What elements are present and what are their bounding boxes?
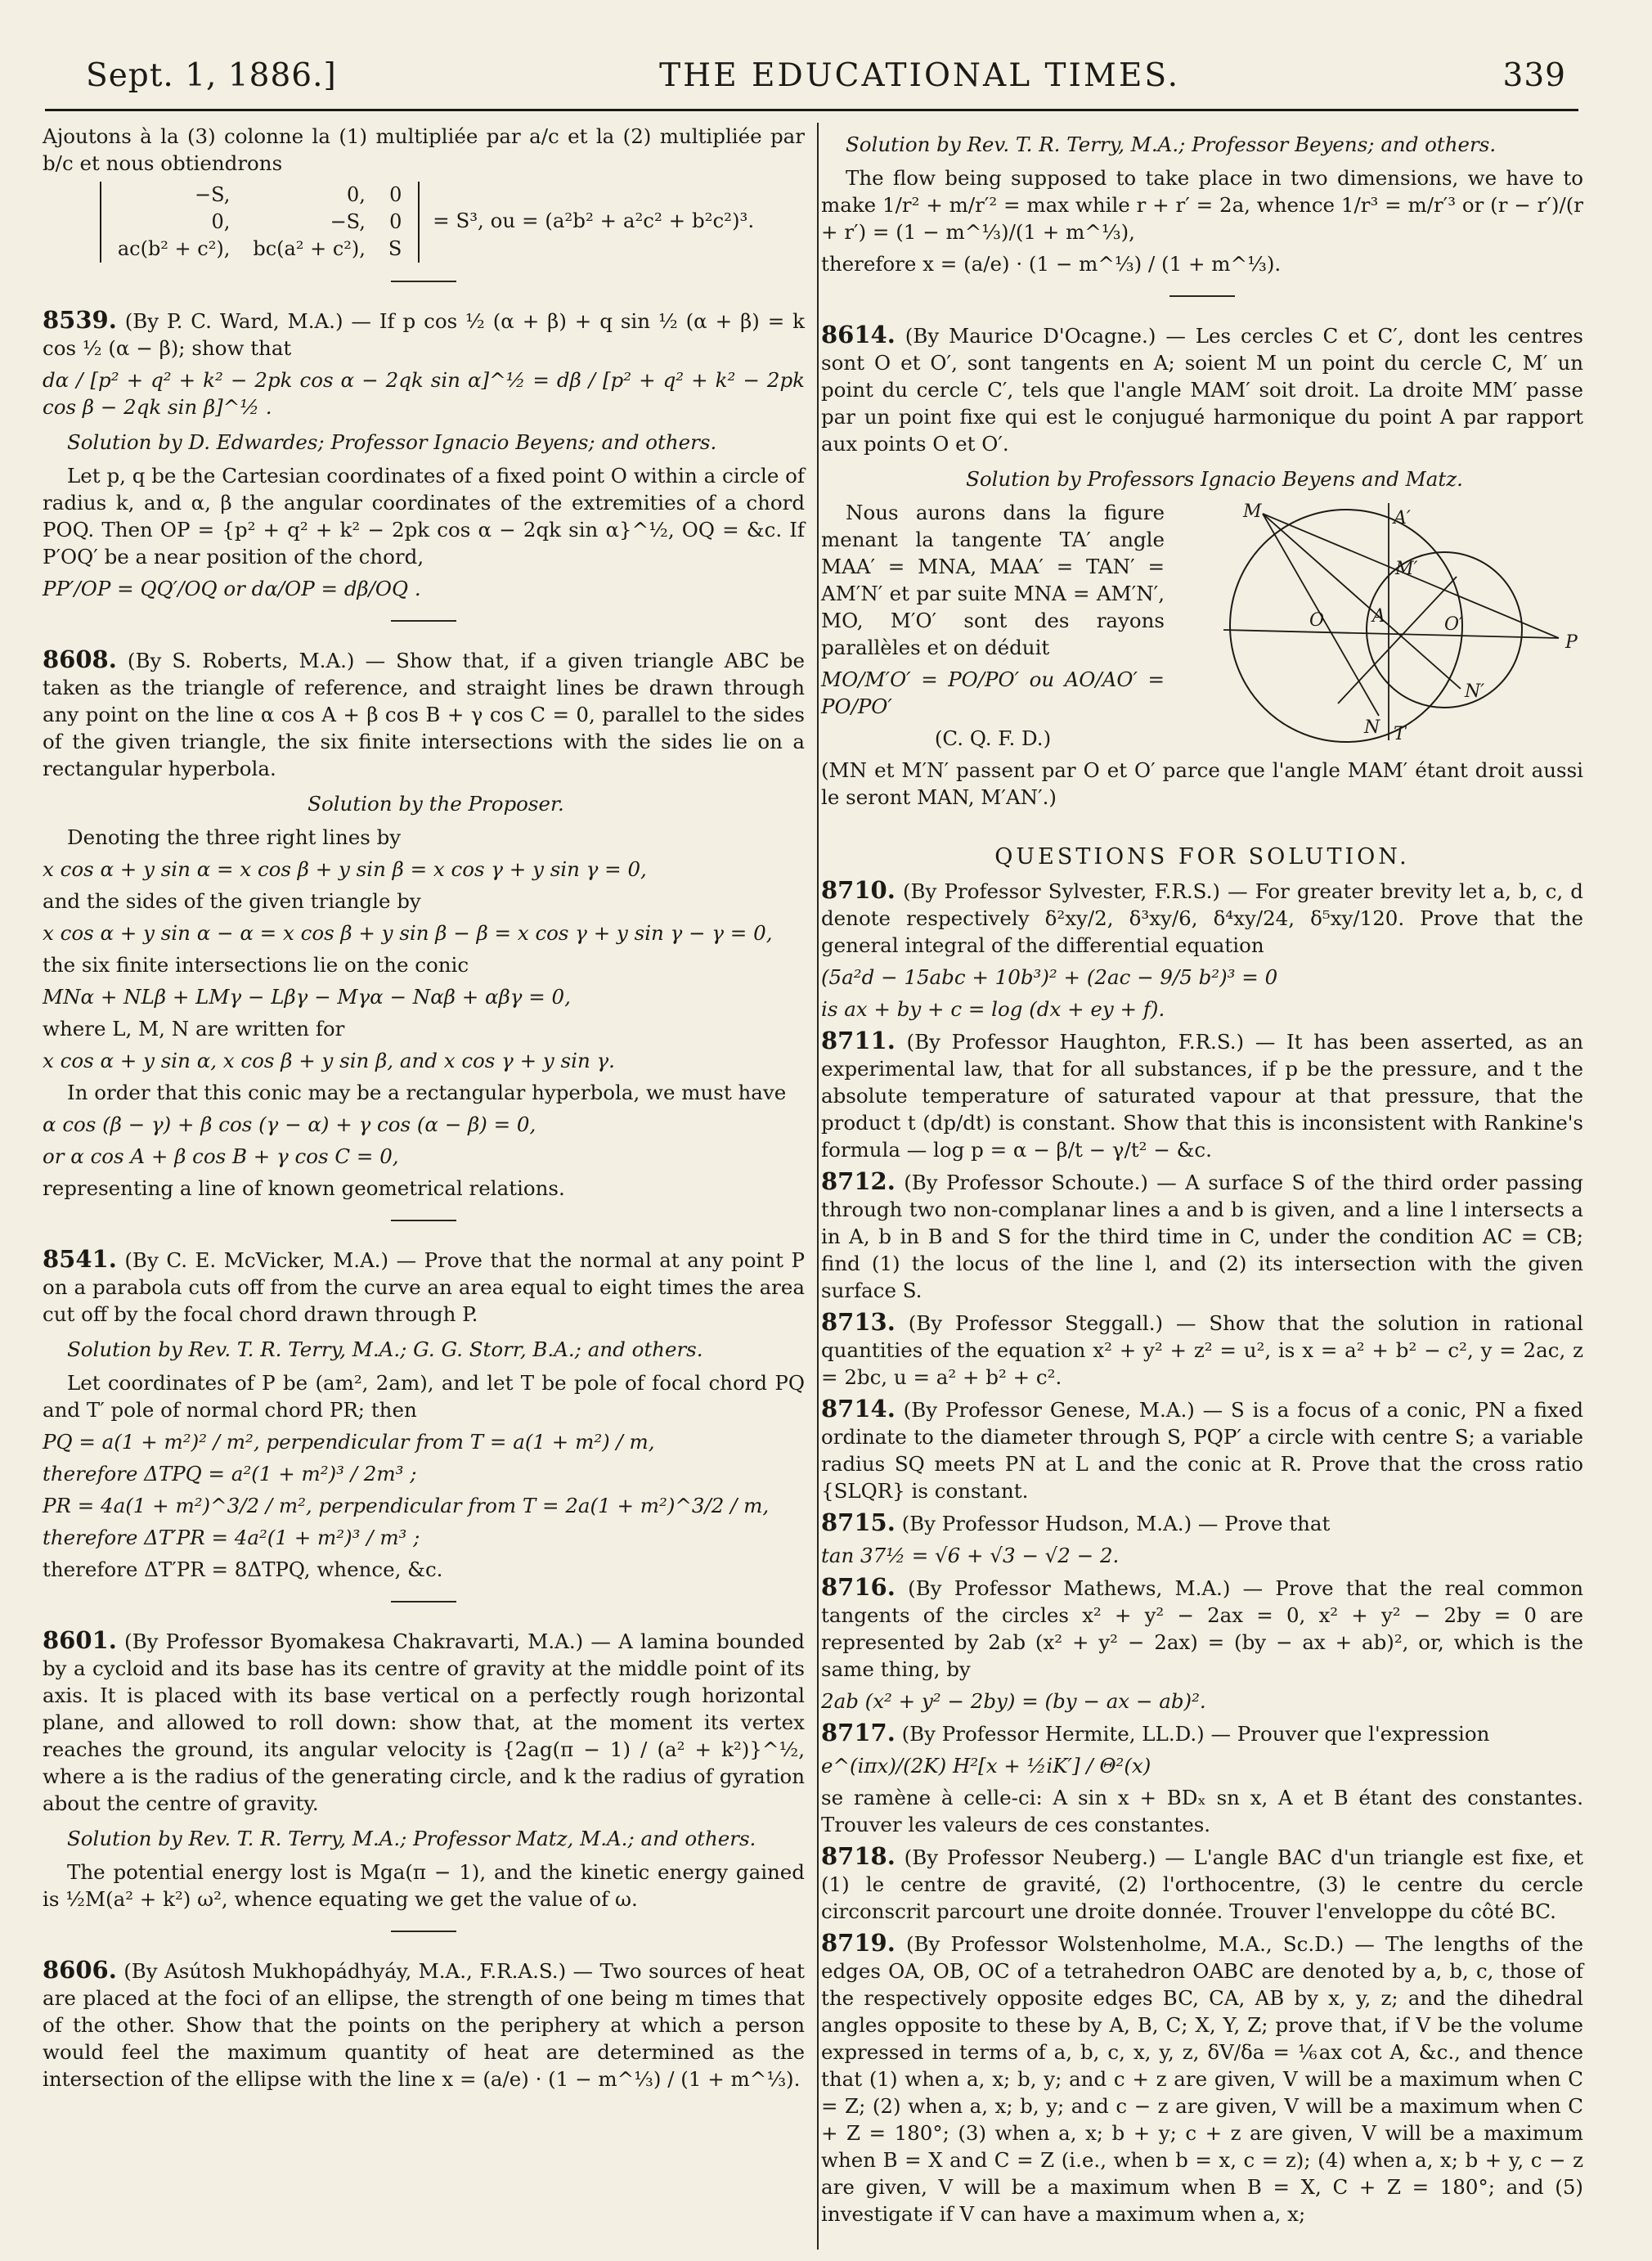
question-number: 8710. [821,876,896,904]
solution-credit: Solution by Rev. T. R. Terry, M.A.; Professor Beyens; and others. [846,133,1497,156]
question-text: (By Professor Wolstenholme, M.A., Sc.D.) — The lengths of the edges OA, OB, OC of a tetrahedron OABC are denoted by a, b, c, those of the respectively opposite edges BC, CA, AB by x, y, z; and the dihedral angles opposite to these by A, B, C; X, Y, Z; prove that, if V be the volume expressed in terms of a, b, c, x, y, z, δV/δa = ⅙ax cot A, &c., and thence that (1) when a, x; b, y; and c + z are given, V will be a maximum when C = Z; (2) when a, x; b, y; and c − z are given, V will be a maximum when C + Z = 180°; (3) when a, x; b + y; c + z are given, V will be a maximum when B = X and C = Z (i.e., when b = x, c = z); (4) when a, x; b + y, c − z are given, V will be a maximum when B = X, C + Z = 180°; and (5) investigate if V can have a maximum when a, x; [821,1932,1583,2226]
equation: x cos α + y sin α = x cos β + y sin β = x cos γ + y sin γ = 0, [43,857,647,881]
figure-label: A′ [1394,508,1411,528]
matrix-cell: −S, [195,183,231,206]
matrix-result: = S³, ou = (a²b² + a²c² + b²c²)³. [433,209,755,232]
determinant-matrix [100,182,420,263]
equation: PQ = a(1 + m²)² / m², perpendicular from T = a(1 + m²) / m, [43,1430,655,1454]
question-number: 8718. [821,1842,896,1870]
matrix-cell: −S, [330,210,366,233]
header-rule [45,109,1578,111]
equation: 2ab (x² + y² − 2by) = (by − ax − ab)². [821,1689,1206,1713]
issue-date: Sept. 1, 1886.] [86,57,337,94]
problem-8539 [43,307,805,362]
problem-text: (By Maurice D'Ocagne.) — Les cercles C et C′, dont les centres sont O et O′, sont tangents en A; soient M un point du cercle C, M′ un point du cercle C′, tels que l'angle MAM′ soit droit. La droite MM′ passe par un point fixe qui est le conjugué harmonique du point A par rapport aux points O et O′. [821,324,1584,456]
equation: x cos α + y sin α, x cos β + y sin β, and x cos γ + y sin γ. [43,1049,615,1072]
tangent-circles-figure [1174,499,1583,744]
question-8710 [821,877,1583,959]
figure-label: O [1309,610,1325,631]
matrix-cell: 0, [346,183,366,206]
matrix-cell: S [388,237,402,260]
problem-number: 8608. [43,645,117,673]
question-number: 8715. [821,1508,896,1536]
solution-body: The potential energy lost is Mga(π − 1), and the kinetic energy gained is ½M(a² + k²) ω², whence equating we get the value of ω. [43,1860,805,1911]
equation: MNα + NLβ + LMγ − Lβγ − Mγα − Nαβ + αβγ = 0, [43,985,571,1009]
question-text-cont: se ramène à celle-ci: A sin x + BDₓ sn x, A et B étant des constantes. Trouver les valeurs de ces constantes. [821,1786,1583,1836]
question-text: (By Professor Hudson, M.A.) — Prove that [901,1512,1331,1535]
problem-8601 [43,1627,805,1817]
equation: x cos α + y sin α − α = x cos β + y sin β − β = x cos γ + y sin γ − γ = 0, [43,921,773,945]
problem-text: (By S. Roberts, M.A.) — Show that, if a given triangle ABC be taken as the triangle of reference, and straight lines be drawn through any point on the line α cos A + β cos B + γ cos C = 0, parallel to the sides of the given triangle, the six finite intersections with the sides lie on a rectangular hyperbola. [43,649,805,780]
problem-text: (By P. C. Ward, M.A.) — If p cos ½ (α + β) + q sin ½ (α + β) = k cos ½ (α − β); show that [43,309,805,360]
question-8711 [821,1027,1583,1163]
solution-credit: Solution by Rev. T. R. Terry, M.A.; Professor Matz, M.A.; and others. [67,1827,756,1850]
matrix-cell: bc(a² + c²), [253,237,366,260]
intro-text: Ajoutons à la (3) colonne la (1) multipliée par a/c et la (2) multipliée par b/c et nous obtiendrons [43,124,805,175]
section-separator [391,1220,456,1221]
figure-label: P [1565,632,1578,653]
solution-body: Nous aurons dans la figure menant la tangente TA′ angle MAA′ = MNA, MAA′ = TAN′ = AM′N′ et par suite MNA = AM′N′, MO, M′O′ sont des rayons parallèles et on déduit [821,501,1165,659]
solution-credit: Solution by Professors Ignacio Beyens and Matz. [966,467,1463,491]
problem-8608 [43,646,805,782]
question-8716 [821,1574,1583,1683]
question-text: (By Professor Neuberg.) — L'angle BAC d'un triangle est fixe, et (1) le centre de gravité, (2) l'orthocentre, (3) le centre du cercle circonscrit parcourt une droite donnée. Trouver l'enveloppe du côté BC. [821,1845,1583,1923]
solution-line: In order that this conic may be a rectangular hyperbola, we must have [67,1081,787,1104]
solution-line: (MN et M′N′ passent par O et O′ parce que l'angle MAM′ étant droit aussi le seront MAN, M′AN′.) [821,758,1583,809]
solution-body: Let coordinates of P be (am², 2am), and let T be pole of focal chord PQ and T′ pole of normal chord PR; then [43,1371,805,1422]
matrix-cell: ac(b² + c²), [117,237,231,260]
solution-line: Denoting the three right lines by [67,825,402,849]
left-column [43,123,805,2097]
question-text: (By Professor Genese, M.A.) — S is a focus of a conic, PN a fixed ordinate to the diameter through S, PQP′ a circle with centre S; a variable radius SQ meets PN at L and the conic at R. Prove that the cross ratio {SLQR} is constant. [821,1398,1583,1503]
question-number: 8719. [821,1929,896,1957]
problem-number: 8614. [821,321,896,348]
problem-number: 8541. [43,1245,117,1273]
equation: therefore ΔTPQ = a²(1 + m²)³ / 2m³ ; [43,1462,417,1486]
question-8713 [821,1309,1583,1391]
qed: (C. Q. F. D.) [934,726,1052,750]
equation: therefore ΔT′PR = 4a²(1 + m²)³ / m³ ; [43,1526,420,1549]
solution-body: Let p, q be the Cartesian coordinates of a fixed point O within a circle of radius k, and α, β the angular coordinates of the extremities of a chord POQ. Then OP = {p² + q² + k² − 2pk cos α − 2qk sin α}^½, OQ = &c. If P′OQ′ be a near position of the chord, [43,464,805,569]
equation: e^(iπx)/(2K) H²[x + ½iK′] / Θ²(x) [821,1754,1151,1778]
line-op [1223,630,1559,638]
figure-label: N′ [1465,681,1485,702]
equation: PR = 4a(1 + m²)^3/2 / m², perpendicular from T = 2a(1 + m²)^3/2 / m, [43,1494,770,1517]
section-separator [391,620,456,622]
question-8719 [821,1930,1583,2227]
solution-credit: Solution by the Proposer. [308,792,564,816]
journal-title: THE EDUCATIONAL TIMES. [659,57,1181,94]
question-8715 [821,1509,1583,1537]
solution-line: therefore ΔT′PR = 8ΔTPQ, whence, &c. [43,1558,443,1581]
figure-label: M′ [1395,559,1418,579]
figure-label: O′ [1444,614,1464,635]
solution-credit: Solution by D. Edwardes; Professor Ignacio Beyens; and others. [67,430,717,454]
column-divider [817,123,819,2250]
question-text: (By Professor Mathews, M.A.) — Prove that the real common tangents of the circles x² + y² − 2ax = 0, x² + y² − 2by = 0 are represented by 2ab (x² + y² − 2ax) = (by − ax + ab)², or, which is the same thing, by [821,1576,1583,1681]
equation: PP′/OP = QQ′/OQ or dα/OP = dβ/OQ . [43,577,421,600]
questions-heading: QUESTIONS FOR SOLUTION. [994,844,1410,870]
problem-8541 [43,1246,805,1328]
matrix-cell: 0, [211,210,231,233]
equation: (5a²d − 15abc + 10b³)² + (2ac − 9/5 b²)³ = 0 [821,965,1278,989]
problem-text: (By C. E. McVicker, M.A.) — Prove that the normal at any point P on a parabola cuts off from the curve an area equal to eight times the area cut off by the focal chord drawn through P. [43,1248,805,1326]
figure-label: A [1372,606,1385,627]
equation: α cos (β − γ) + β cos (γ − α) + γ cos (α − β) = 0, [43,1113,536,1136]
question-8718 [821,1843,1583,1925]
solution-line: representing a line of known geometrical relations. [43,1176,565,1200]
matrix-cell: 0 [389,183,402,206]
question-8714 [821,1396,1583,1504]
question-number: 8713. [821,1308,896,1336]
problem-text: (By Asútosh Mukhopádhyáy, M.A., F.R.A.S.) — Two sources of heat are placed at the foci of an ellipse, the strength of one being m times that of the other. Show that the points on the periphery at which a person would feel the maximum quantity of heat are determined as the intersection of the ellipse with the line x = (a/e) · (1 − m^⅓) / (1 + m^⅓). [43,1959,805,2091]
question-number: 8716. [821,1573,896,1601]
problem-8614 [821,321,1583,457]
question-text: (By Professor Schoute.) — A surface S of the third order passing through two non-complanar lines a and b is given, and a line l intersects a in A, b in B and S for the third time in C, under the condition AC = CB; find (1) the locus of the line l, and (2) its intersection with the given surface S. [821,1171,1583,1302]
problem-8606 [43,1957,805,2092]
matrix-cell: 0 [389,210,402,233]
problem-number: 8539. [43,306,117,334]
question-8717 [821,1719,1583,1747]
equation: dα / [p² + q² + k² − 2pk cos α − 2qk sin α]^½ = dβ / [p² + q² + k² − 2pk cos β − 2qk sin β]^½ . [43,368,805,419]
right-column [821,123,1583,2232]
question-text: (By Professor Haughton, F.R.S.) — It has been asserted, as an experimental law, that for all substances, if p be the pressure, and t the absolute temperature of saturated vapour at that pressure, that the product t (dp/dt) is constant. Show that this is inconsistent with Rankine's formula — log p = α − β/t − γ/t² − &c. [821,1030,1583,1162]
question-text: (By Professor Hermite, LL.D.) — Prouver que l'expression [901,1722,1490,1746]
question-text: (By Professor Steggall.) — Show that the solution in rational quantities of the equation x² + y² + z² = u², is x = a² + b² − c², y = 2ac, z = 2bc, u = a² + b² + c². [821,1311,1583,1389]
question-number: 8714. [821,1395,896,1423]
solution-line: and the sides of the given triangle by [43,889,421,913]
solution-body: The flow being supposed to take place in two dimensions, we have to make 1/r² + m/r′² = max while r + r′ = 2a, whence 1/r³ = m/r′³ or (r − r′)/(r + r′) = (1 − m^⅓)/(1 + m^⅓), [821,166,1583,244]
determinant [43,182,805,263]
masthead [86,57,1566,105]
figure-label: N [1364,717,1380,738]
equation: MO/M′O′ = PO/PO′ ou AO/AO′ = PO/PO′ [821,668,1165,718]
figure-label: T [1394,724,1406,744]
problem-text: (By Professor Byomakesa Chakravarti, M.A.) — A lamina bounded by a cycloid and its base has its centre of gravity at the middle point of its axis. It is placed with its base vertical on a perfectly rough horizontal plane, and allowed to roll down: show that, at the moment its vertex reaches the ground, its angular velocity is {2ag(π − 1) / (a² + k²)}^½, where a is the radius of the generating circle, and k the radius of gyration about the centre of gravity. [43,1629,805,1815]
page-number: 339 [1502,57,1566,94]
line-mn-prime [1263,514,1464,689]
section-separator [391,1931,456,1932]
question-number: 8717. [821,1719,896,1746]
question-8712 [821,1168,1583,1304]
equation: or α cos A + β cos B + γ cos C = 0, [43,1144,399,1168]
section-separator [391,281,456,282]
solution-line: where L, M, N are written for [43,1017,345,1041]
section-separator [1169,295,1235,297]
solution-line: the six finite intersections lie on the conic [43,953,469,977]
question-number: 8711. [821,1027,896,1054]
question-number: 8712. [821,1167,896,1195]
problem-number: 8601. [43,1626,117,1654]
question-text: (By Professor Sylvester, F.R.S.) — For greater brevity let a, b, c, d denote respectively δ²xy/2, δ³xy/6, δ⁴xy/24, δ⁵xy/120. Prove that the general integral of the differential equation [821,879,1583,957]
figure-label: M [1243,501,1262,522]
problem-number: 8606. [43,1956,117,1984]
solution-line: therefore x = (a/e) · (1 − m^⅓) / (1 + m^⅓). [821,252,1282,276]
circle-c [1230,510,1462,742]
solution-credit: Solution by Rev. T. R. Terry, M.A.; G. G. Storr, B.A.; and others. [67,1337,703,1361]
equation: is ax + by + c = log (dx + ey + f). [821,997,1165,1021]
equation: tan 37½ = √6 + √3 − √2 − 2. [821,1544,1120,1567]
section-separator [391,1601,456,1602]
